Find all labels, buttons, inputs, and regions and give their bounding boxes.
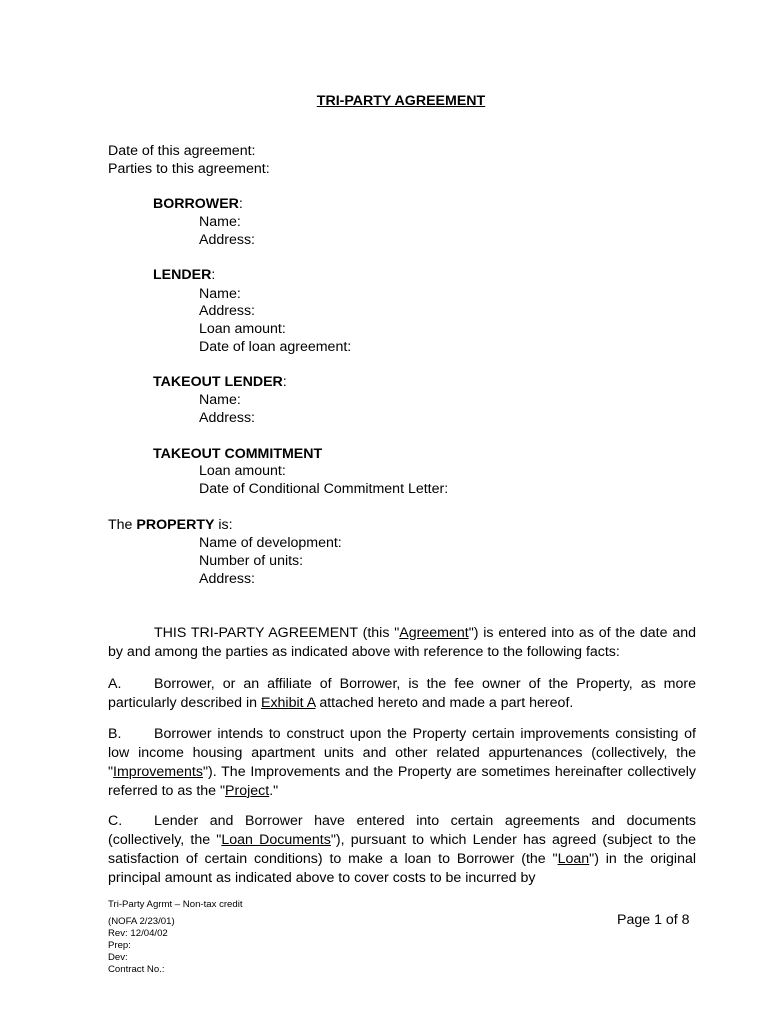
intro-text-1: THIS TRI-PARTY AGREEMENT (this ": [154, 625, 400, 641]
number-of-units-field: Number of units:: [199, 553, 304, 569]
exhibit-a-reference: Exhibit A: [260, 694, 316, 711]
footer-form-name: Tri-Party Agrmt – Non-tax credit: [108, 899, 243, 910]
footer-prep: Prep:: [108, 940, 131, 951]
property-address-field: Address:: [199, 571, 255, 587]
conditional-commitment-date-field: Date of Conditional Commitment Letter:: [199, 481, 449, 497]
takeout-lender-heading-text: TAKEOUT LENDER: [153, 374, 283, 390]
recital-b-text-1: Borrower intends to construct upon the Property certain improvements consisting of low income housing apartment units and other related appurtenances (collectively, the ": [108, 726, 696, 780]
lender-heading: LENDER:: [153, 267, 216, 283]
parties-label: Parties to this agreement:: [108, 161, 270, 177]
lender-name-field: Name:: [199, 286, 241, 302]
date-of-agreement-label: Date of this agreement:: [108, 143, 256, 159]
defined-term-project: Project: [225, 782, 270, 799]
borrower-name-field: Name:: [199, 214, 241, 230]
recital-c: [108, 812, 696, 888]
defined-term-loan: Loan: [557, 850, 590, 867]
recital-c-text-2: "), pursuant to which Lender has agreed (subject to the satisfaction of certain conditions) to make a loan to Borrower (the ": [108, 831, 696, 867]
lender-loan-amount-field: Loan amount:: [199, 321, 286, 337]
property-heading-text: PROPERTY: [136, 517, 215, 533]
lender-address-field: Address:: [199, 303, 255, 319]
footer-contract-no: Contract No.:: [108, 964, 165, 975]
property-suffix: is:: [218, 517, 233, 533]
takeout-lender-address-field: Address:: [199, 410, 255, 426]
intro-text-2: ") is entered into as of the date and by and among the parties as indicated above with reference to the following facts:: [108, 625, 696, 660]
recital-a-letter: A.: [108, 676, 122, 692]
takeout-commitment-heading: TAKEOUT COMMITMENT: [153, 446, 323, 462]
property-heading: [108, 516, 233, 534]
recital-b: [108, 725, 696, 801]
borrower-address-field: Address:: [199, 232, 255, 248]
recital-c-letter: C.: [108, 813, 123, 829]
recital-b-letter: B.: [108, 726, 122, 742]
recital-a-text-1: Borrower, or an affiliate of Borrower, is the fee owner of the Property, as more particularly described in: [108, 676, 696, 711]
borrower-heading-text: BORROWER: [153, 196, 239, 212]
defined-term-loan-documents: Loan Documents: [221, 831, 331, 848]
recital-a: [108, 675, 696, 713]
property-prefix: The: [108, 517, 133, 533]
defined-term-improvements: Improvements: [113, 763, 203, 780]
document-title: TRI-PARTY AGREEMENT: [316, 93, 486, 109]
borrower-heading: BORROWER:: [153, 196, 243, 212]
footer-nofa: (NOFA 2/23/01): [108, 916, 175, 927]
takeout-lender-name-field: Name:: [199, 392, 241, 408]
lender-loan-date-field: Date of loan agreement:: [199, 339, 352, 355]
footer-dev: Dev:: [108, 952, 128, 963]
intro-paragraph: [108, 624, 696, 662]
recital-c-text-1: Lender and Borrower have entered into certain agreements and documents (collectively, the ": [108, 813, 696, 848]
takeout-loan-amount-field: Loan amount:: [199, 463, 286, 479]
recital-c-text-3: ") in the original principal amount as indicated above to cover costs to be incurred by: [108, 850, 697, 886]
footer-revision: Rev: 12/04/02: [108, 928, 168, 939]
takeout-lender-heading: TAKEOUT LENDER:: [153, 374, 287, 390]
recital-b-text-2: "). The Improvements and the Property are sometimes hereinafter collectively referred to as the ": [108, 763, 696, 799]
development-name-field: Name of development:: [199, 535, 342, 551]
page-number: Page 1 of 8: [617, 912, 690, 928]
recital-b-text-3: .": [269, 782, 279, 799]
recital-a-text-2: attached hereto and made a part hereof.: [315, 694, 574, 711]
lender-heading-text: LENDER: [153, 267, 212, 283]
defined-term-agreement: Agreement: [399, 625, 469, 641]
